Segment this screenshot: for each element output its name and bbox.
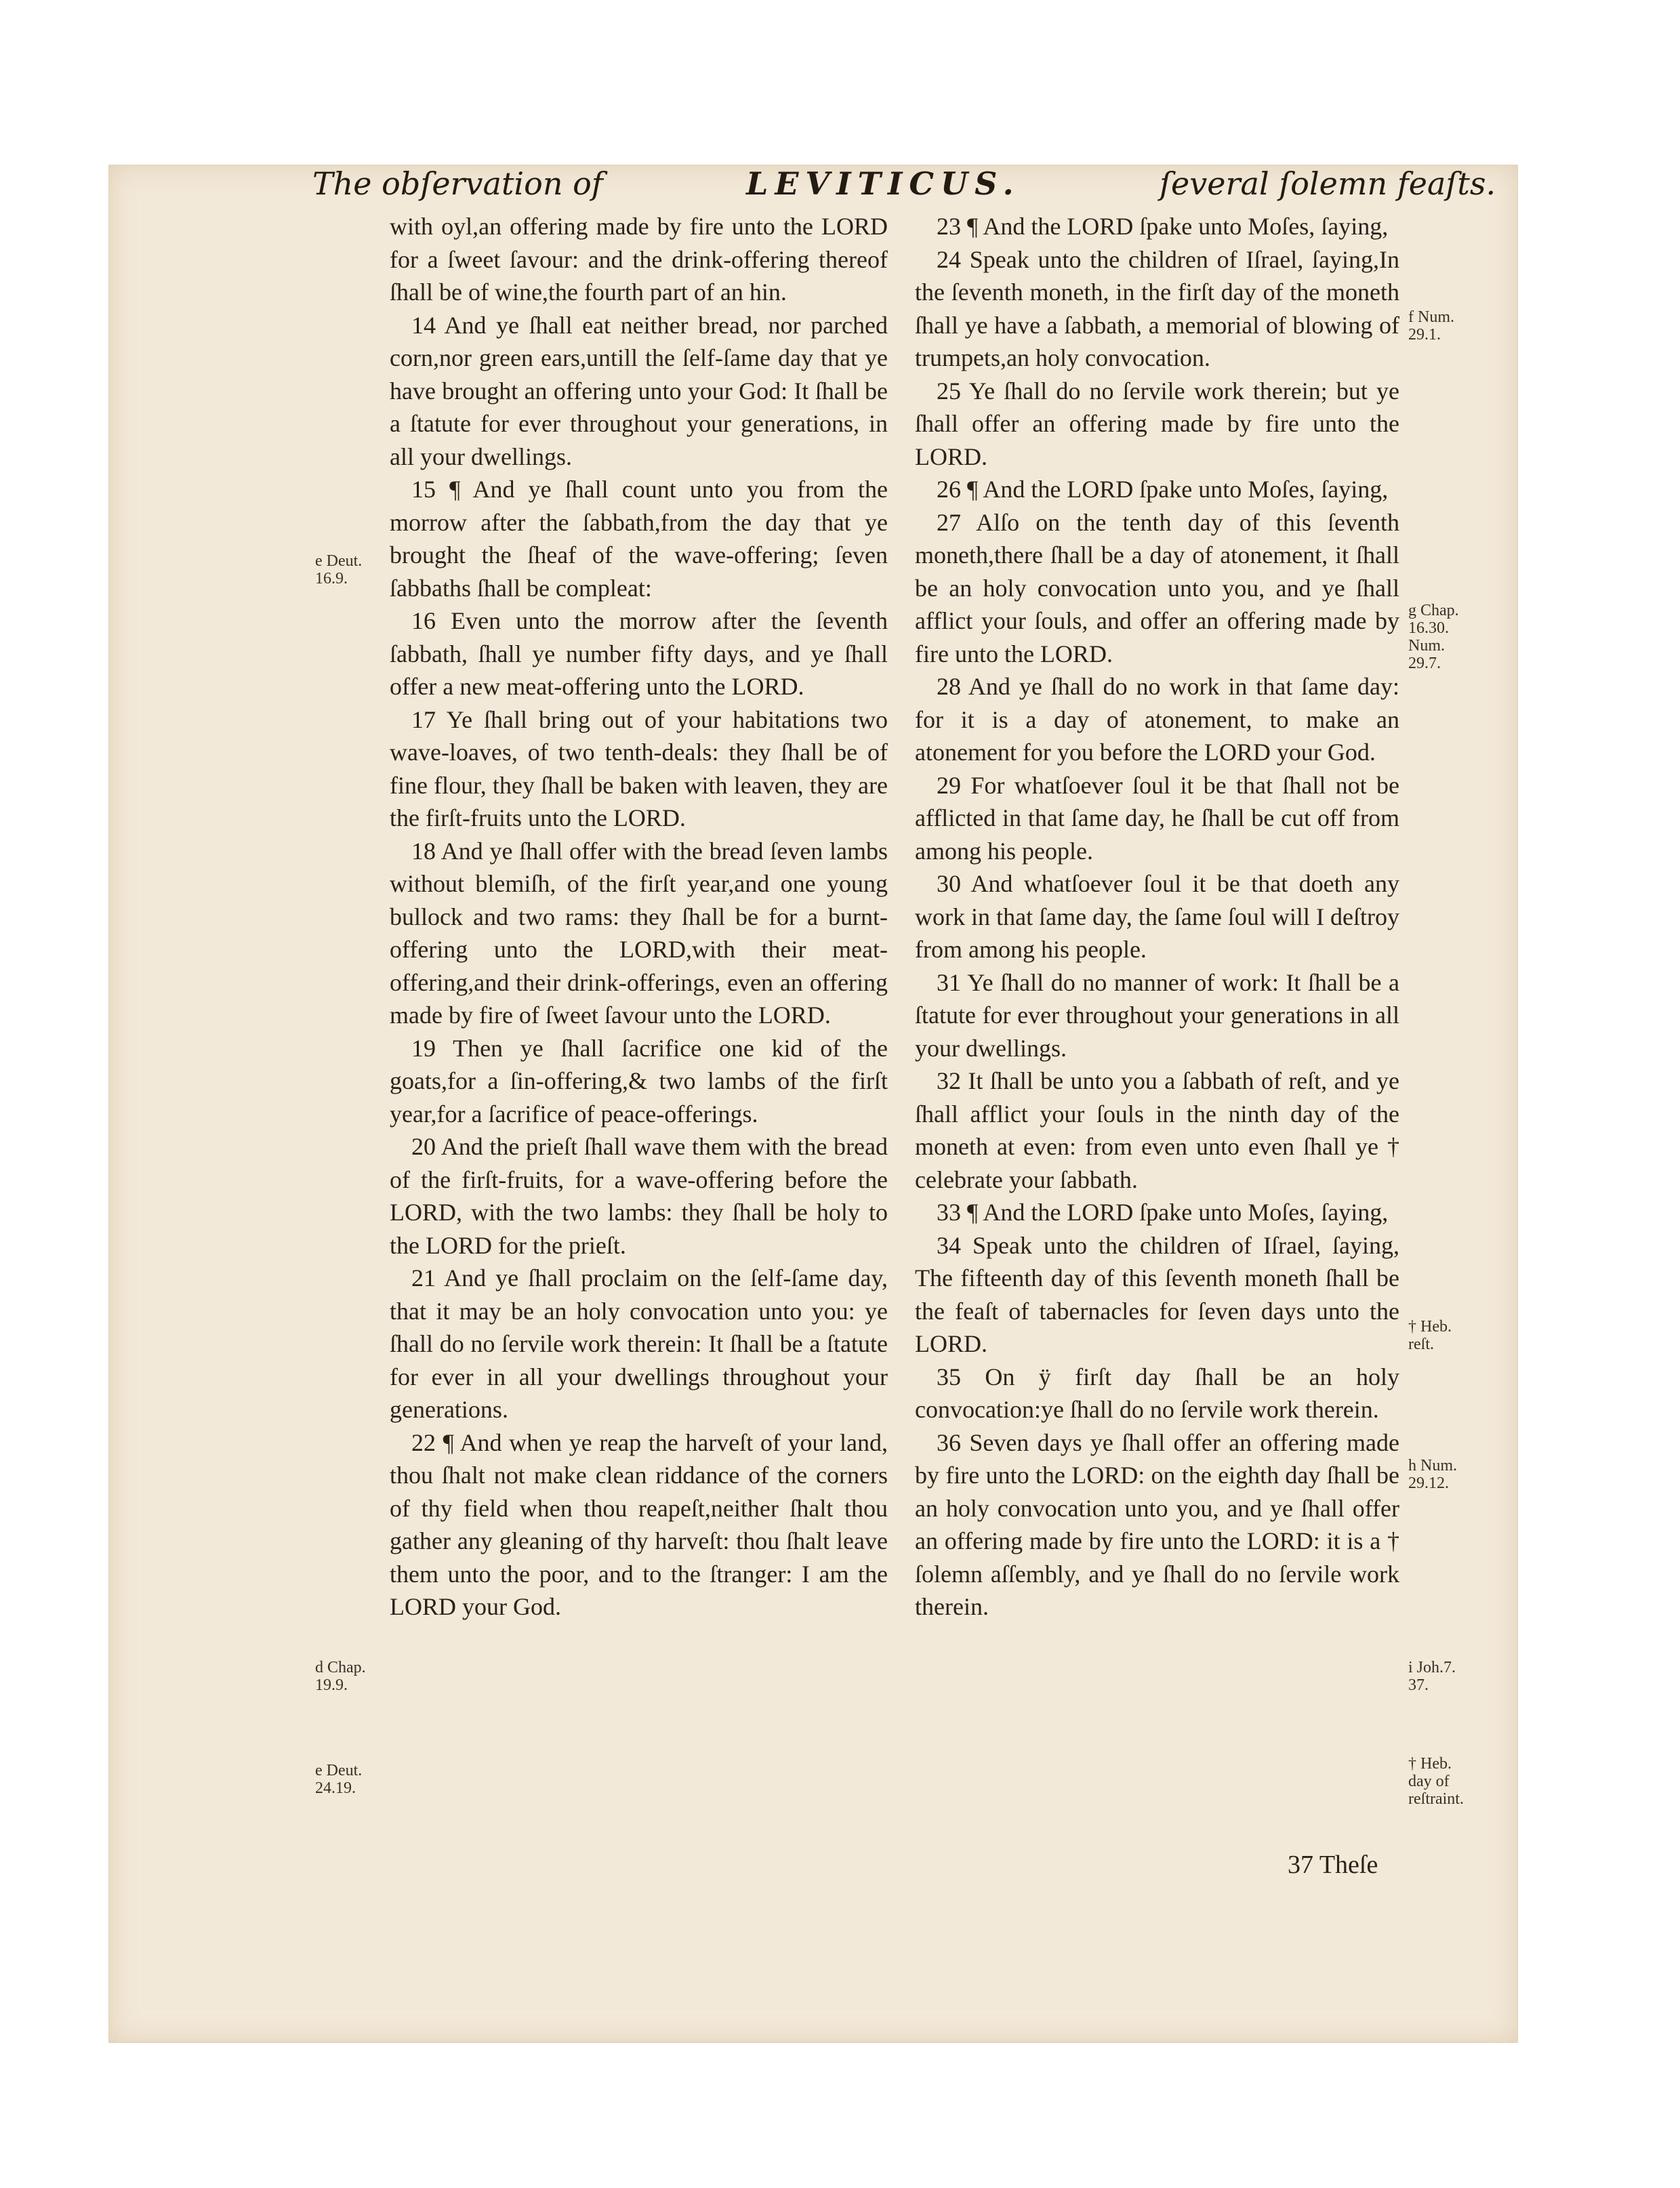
margin-note-deut-16-9: e Deut. 16.9. (315, 552, 363, 587)
catchword: 37 Theſe (1288, 1851, 1378, 1879)
margin-note-chap-16-30: g Chap. 16.30. Num. 29.7. (1408, 602, 1459, 672)
verse-33: 33 ¶ And the LORD ſpake unto Moſes, ſaying, (937, 1199, 1389, 1226)
verse-14: 14 And ye ſhall eat neither bread, nor parched corn,nor green ears,untill the ſelf-ſame day that ye have brought an offering unto your God: It ſhall be a ſtatute for ever throughout your generations, in all your dwellings. (390, 311, 888, 470)
margin-note-deut-24-19: e Deut. 24.19. (315, 1762, 363, 1797)
verse-27: 27 Alſo on the tenth day of this ſeventh moneth,there ſhall be a day of atonement, it ſhall be an holy convocation unto you, and ye ſhall afflict your ſouls, and offer an offering made by fire unto the LORD. (915, 508, 1399, 667)
header-right: ſeveral ſolemn feaſts. (1160, 165, 1496, 202)
verse-23: 23 ¶ And the LORD ſpake unto Moſes, ſaying, (937, 213, 1389, 240)
verse-20: 20 And the prieſt ſhall wave them with the bread of the firſt-fruits, for a wave-offering before the LORD, with the two lambs: they ſhall be holy to the LORD for the prieſt. (390, 1133, 888, 1259)
verse-29: 29 For whatſoever ſoul it be that ſhall not be afflicted in that ſame day, he ſhall be cut off from among his people. (915, 771, 1399, 865)
verse-21: 21 And ye ſhall proclaim on the ſelf-ſame day, that it may be an holy convocation unto you: ye ſhall do no ſervile work therein: It ſhall be a ſtatute for ever in all your dwellings throughout your generations. (390, 1264, 888, 1423)
verse-26: 26 ¶ And the LORD ſpake unto Moſes, ſaying, (937, 476, 1389, 503)
verse-25: 25 Ye ſhall do no ſervile work therein; but ye ſhall offer an offering made by fire unto the LORD. (915, 377, 1399, 470)
verse-28: 28 And ye ſhall do no work in that ſame day: for it is a day of atonement, to make an atonement for you before the LORD your God. (915, 673, 1399, 766)
verse-31: 31 Ye ſhall do no manner of work: It ſhall be a ſtatute for ever throughout your generations in all your dwellings. (915, 968, 1399, 1062)
margin-note-num-29-1: f Num. 29.1. (1408, 308, 1454, 344)
verse-34: 34 Speak unto the children of Iſrael, ſaying, The fifteenth day of this ſeventh moneth ſhall be the feaſt of tabernacles for ſeven days unto the LORD. (915, 1231, 1399, 1357)
verse-22: 22 ¶ And when ye reap the harveſt of your land, thou ſhalt not make clean riddance of the corners of thy field when thou reapeſt,neither ſhalt thou gather any gleaning of thy harveſt: thou ſhalt leave them unto the poor, and to the ſtranger: I am the LORD your God. (390, 1428, 888, 1620)
book-title: LEVITICUS. (746, 165, 1021, 202)
margin-note-num-29-12: h Num. 29.12. (1408, 1457, 1457, 1492)
verse-15: 15 ¶ And ye ſhall count unto you from the morrow after the ſabbath,from the day that ye brought the ſheaf of the wave-offering; ſeven ſabbaths ſhall be compleat: (390, 476, 888, 602)
verse-36: 36 Seven days ye ſhall offer an offering made by fire unto the LORD: on the eighth day ſhall be an holy convocation unto you, and ye ſhall offer an offering made by fire unto the LORD: it is a † ſolemn aſſembly, and ye ſhall do no ſervile work therein. (915, 1428, 1399, 1620)
verse-18: 18 And ye ſhall offer with the bread ſeven lambs without blemiſh, of the firſt year,and one young bullock and two rams: they ſhall be for a burnt-offering unto the LORD,with their meat-offering,and their drink-offerings, even an offering made by fire of ſweet ſavour unto the LORD. (390, 837, 888, 1029)
header-left: The obſervation of (312, 165, 603, 202)
margin-note-heb-restraint: † Heb. day of reſtraint. (1408, 1755, 1464, 1808)
verse-13-cont: with oyl,an offering made by fire unto the LORD for a ſweet ſavour: and the drink-offering thereof ſhall be of wine,the fourth part of an hin. (390, 213, 888, 306)
margin-note-heb-rest: † Heb. reſt. (1408, 1318, 1452, 1353)
verse-17: 17 Ye ſhall bring out of your habitations two wave-loaves, of two tenth-deals: they ſhall be of fine flour, they ſhall be baken with leaven, they are the firſt-fruits unto the LORD. (390, 705, 888, 831)
margin-note-joh-7-37: i Joh.7. 37. (1408, 1659, 1456, 1694)
verse-32: 32 It ſhall be unto you a ſabbath of reſt, and ye ſhall afflict your ſouls in the ninth day of the moneth at even: from even unto even ſhall ye † celebrate your ſabbath. (915, 1067, 1399, 1193)
verse-19: 19 Then ye ſhall ſacrifice one kid of the goats,for a ſin-offering,& two lambs of the firſt year,for a ſacrifice of peace-offerings. (390, 1034, 888, 1128)
margin-note-chap-19-9: d Chap. 19.9. (315, 1659, 366, 1694)
verse-16: 16 Even unto the morrow after the ſeventh ſabbath, ſhall ye number fifty days, and ye ſhall offer a new meat-offering unto the LORD. (390, 607, 888, 700)
verse-24: 24 Speak unto the children of Iſrael, ſaying,In the ſeventh moneth, in the firſt day of the moneth ſhall ye have a ſabbath, a memorial of blowing of trumpets,an holy convocation. (915, 245, 1399, 371)
verse-30: 30 And whatſoever ſoul it be that doeth any work in that ſame day, the ſame ſoul will I deſtroy from among his people. (915, 870, 1399, 963)
right-column (915, 210, 1399, 1624)
verse-35: 35 On ÿ firſt day ſhall be an holy convocation:ye ſhall do no ſervile work therein. (915, 1363, 1399, 1423)
left-column (390, 210, 888, 1624)
